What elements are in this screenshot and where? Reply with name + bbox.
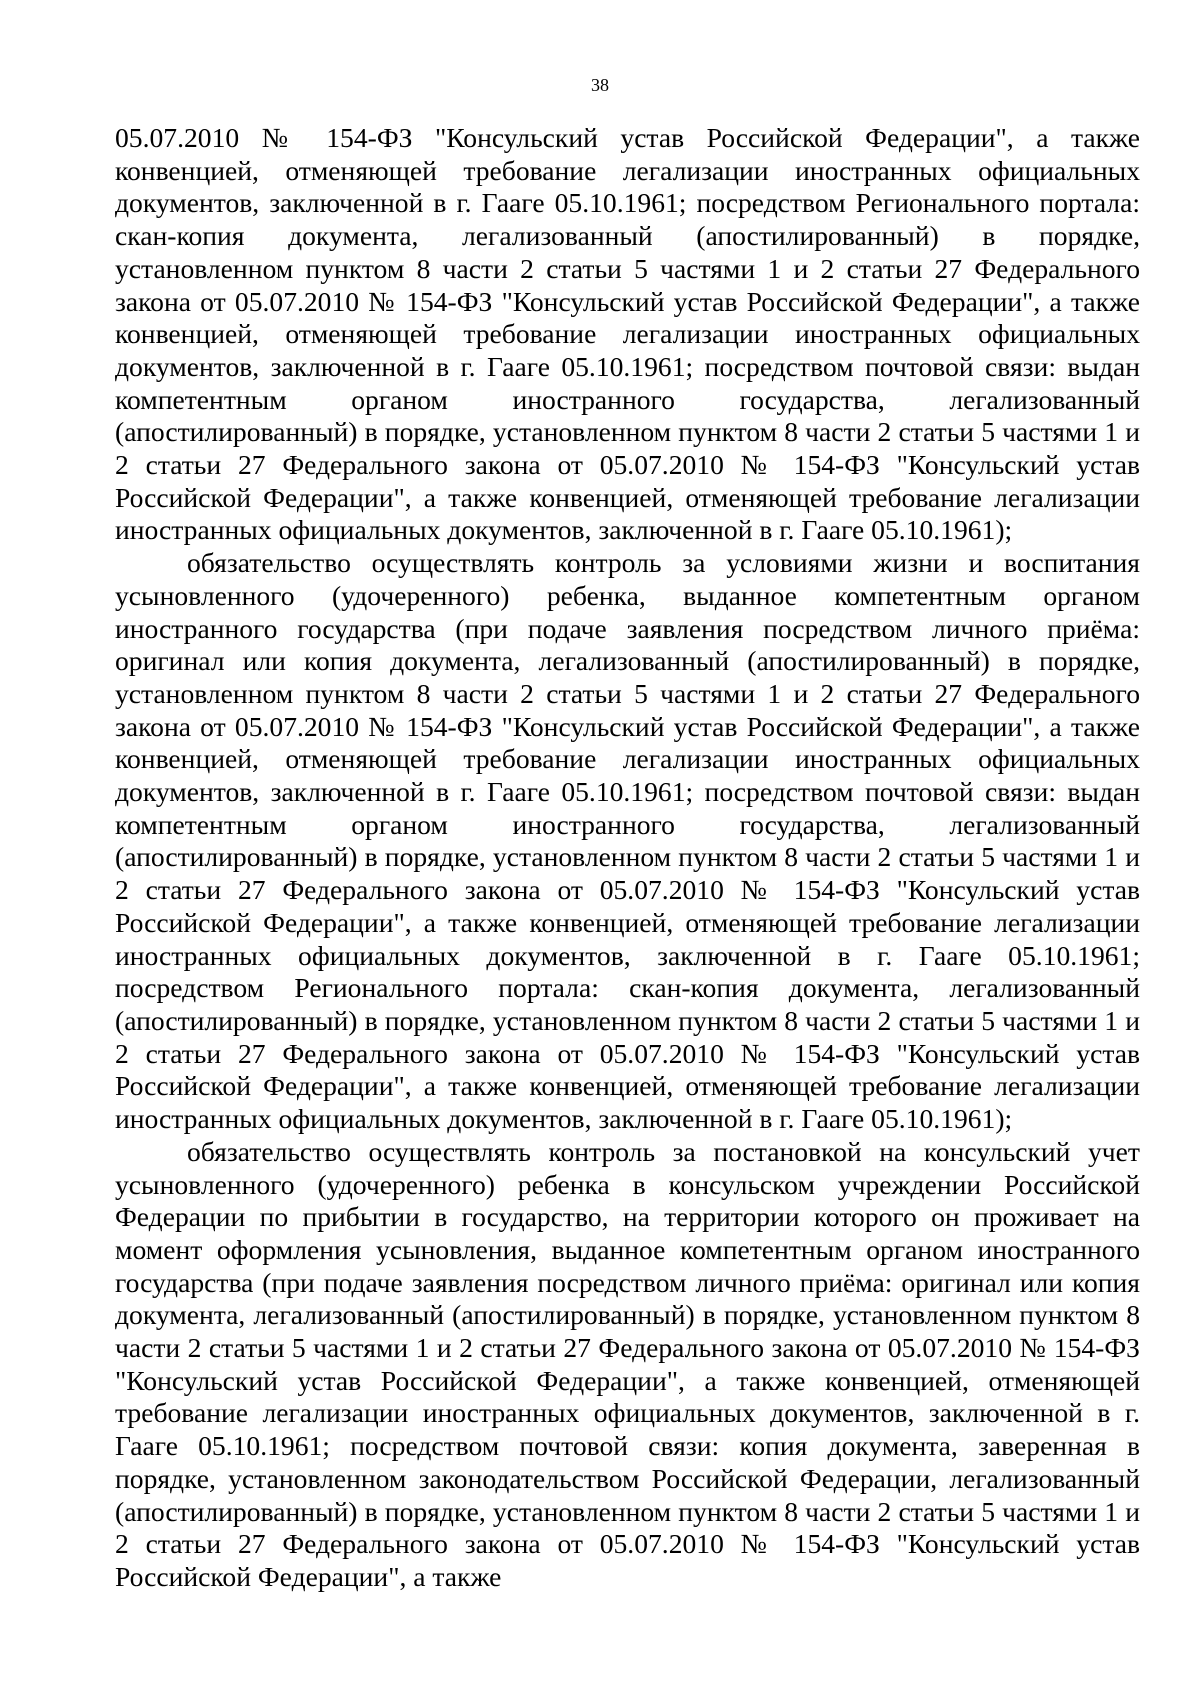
paragraph-consular-registration-obligation: обязательство осуществлять контроль за постановкой на консульский учет усыновленного (удочеренного) ребенка в консульском учреждении Российской Федерации по прибытии в государство, на территории которого он проживает на момент оформления усыновления, выданное компетентным органом иностранного государства (при подаче заявления посредством личного приёма: оригинал или копия документа, легализованный (апостилированный) в порядке, установленном пунктом 8 части 2 статьи 5 частями 1 и 2 статьи 27 Федерального закона от 05.07.2010 № 154-ФЗ "Консульский устав Российской Федерации", а также конвенцией, отменяющей требование легализации иностранных официальных документов, заключенной в г. Гааге 05.10.1961; посредством почтовой связи: копия документа, заверенная в порядке, установленном законодательством Российской Федерации, легализованный (апостилированный) в порядке, установленном пунктом 8 части 2 статьи 5 частями 1 и 2 статьи 27 Федерального закона от 05.07.2010 № 154-ФЗ "Консульский устав Российской Федерации", а также — [115, 1135, 1140, 1592]
page-number: 38 — [591, 75, 609, 95]
paragraph-continuation: 05.07.2010 № 154-ФЗ "Консульский устав Российской Федерации", а также конвенцией, отменяющей требование легализации иностранных официальных документов, заключенной в г. Гааге 05.10.1961; посредством Регионального портала: скан-копия документа, легализованный (апостилированный) в порядке, установленном пунктом 8 части 2 статьи 5 частями 1 и 2 статьи 27 Федерального закона от 05.07.2010 № 154-ФЗ "Консульский устав Российской Федерации", а также конвенцией, отменяющей требование легализации иностранных официальных документов, заключенной в г. Гааге 05.10.1961; посредством почтовой связи: выдан компетентным органом иностранного государства, легализованный (апостилированный) в порядке, установленном пунктом 8 части 2 статьи 5 частями 1 и 2 статьи 27 Федерального закона от 05.07.2010 № 154-ФЗ "Консульский устав Российской Федерации", а также конвенцией, отменяющей требование легализации иностранных официальных документов, заключенной в г. Гааге 05.10.1961); — [115, 122, 1140, 546]
paragraph-living-conditions-obligation: обязательство осуществлять контроль за условиями жизни и воспитания усыновленного (удочеренного) ребенка, выданное компетентным органом иностранного государства (при подаче заявления посредством личного приёма: оригинал или копия документа, легализованный (апостилированный) в порядке, установленном пунктом 8 части 2 статьи 5 частями 1 и 2 статьи 27 Федерального закона от 05.07.2010 № 154-ФЗ "Консульский устав Российской Федерации", а также конвенцией, отменяющей требование легализации иностранных официальных документов, заключенной в г. Гааге 05.10.1961; посредством почтовой связи: выдан компетентным органом иностранного государства, легализованный (апостилированный) в порядке, установленном пунктом 8 части 2 статьи 5 частями 1 и 2 статьи 27 Федерального закона от 05.07.2010 № 154-ФЗ "Консульский устав Российской Федерации", а также конвенцией, отменяющей требование легализации иностранных официальных документов, заключенной в г. Гааге 05.10.1961; посредством Регионального портала: скан-копия документа, легализованный (апостилированный) в порядке, установленном пунктом 8 части 2 статьи 5 частями 1 и 2 статьи 27 Федерального закона от 05.07.2010 № 154-ФЗ "Консульский устав Российской Федерации", а также конвенцией, отменяющей требование легализации иностранных официальных документов, заключенной в г. Гааге 05.10.1961); — [115, 547, 1140, 1135]
document-body — [115, 122, 1140, 1594]
